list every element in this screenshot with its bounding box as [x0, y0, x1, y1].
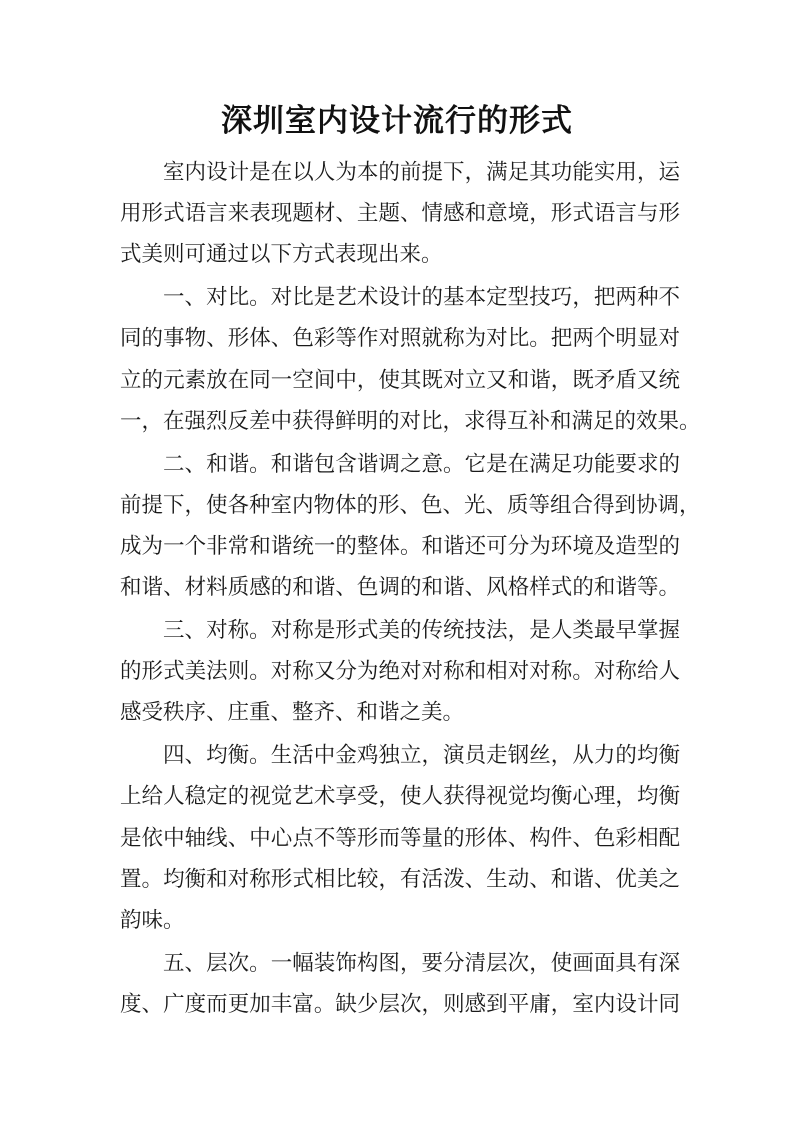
text-line: 一，在强烈反差中获得鲜明的对比，求得互补和满足的效果。	[120, 409, 701, 434]
text-line: 韵味。	[120, 908, 185, 933]
text-line: 感受秩序、庄重、整齐、和谐之美。	[120, 700, 465, 725]
text-line: 上给人稳定的视觉艺术享受，使人获得视觉均衡心理，均衡	[120, 784, 680, 809]
text-line: 五、层次。一幅装饰构图，要分清层次，使画面具有深	[163, 951, 680, 976]
text-line: 是依中轴线、中心点不等形而等量的形体、构件、色彩相配	[120, 826, 680, 851]
text-line: 一、对比。对比是艺术设计的基本定型技巧，把两种不	[163, 285, 680, 310]
text-line: 的形式美法则。对称又分为绝对对称和相对对称。对称给人	[120, 659, 680, 684]
text-line: 室内设计是在以人为本的前提下，满足其功能实用，运	[163, 160, 680, 185]
text-line: 度、广度而更加丰富。缺少层次，则感到平庸，室内设计同	[120, 992, 680, 1017]
text-line: 四、均衡。生活中金鸡独立，演员走钢丝，从力的均衡	[163, 743, 680, 768]
text-line: 置。均衡和对称形式相比较，有活泼、生动、和谐、优美之	[120, 867, 680, 892]
text-line: 式美则可通过以下方式表现出来。	[120, 242, 443, 267]
text-line: 三、对称。对称是形式美的传统技法，是人类最早掌握	[163, 618, 680, 643]
text-line: 同的事物、形体、色彩等作对照就称为对比。把两个明显对	[120, 326, 680, 351]
text-line: 二、和谐。和谐包含谐调之意。它是在满足功能要求的	[163, 452, 680, 477]
text-line: 前提下，使各种室内物体的形、色、光、质等组合得到协调，	[120, 493, 701, 518]
text-line: 成为一个非常和谐统一的整体。和谐还可分为环境及造型的	[120, 534, 680, 559]
text-line: 立的元素放在同一空间中，使其既对立又和谐，既矛盾又统	[120, 368, 680, 393]
document-title: 深圳室内设计流行的形式	[221, 103, 573, 139]
text-line: 用形式语言来表现题材、主题、情感和意境，形式语言与形	[120, 201, 680, 226]
text-line: 和谐、材料质感的和谐、色调的和谐、风格样式的和谐等。	[120, 575, 680, 600]
